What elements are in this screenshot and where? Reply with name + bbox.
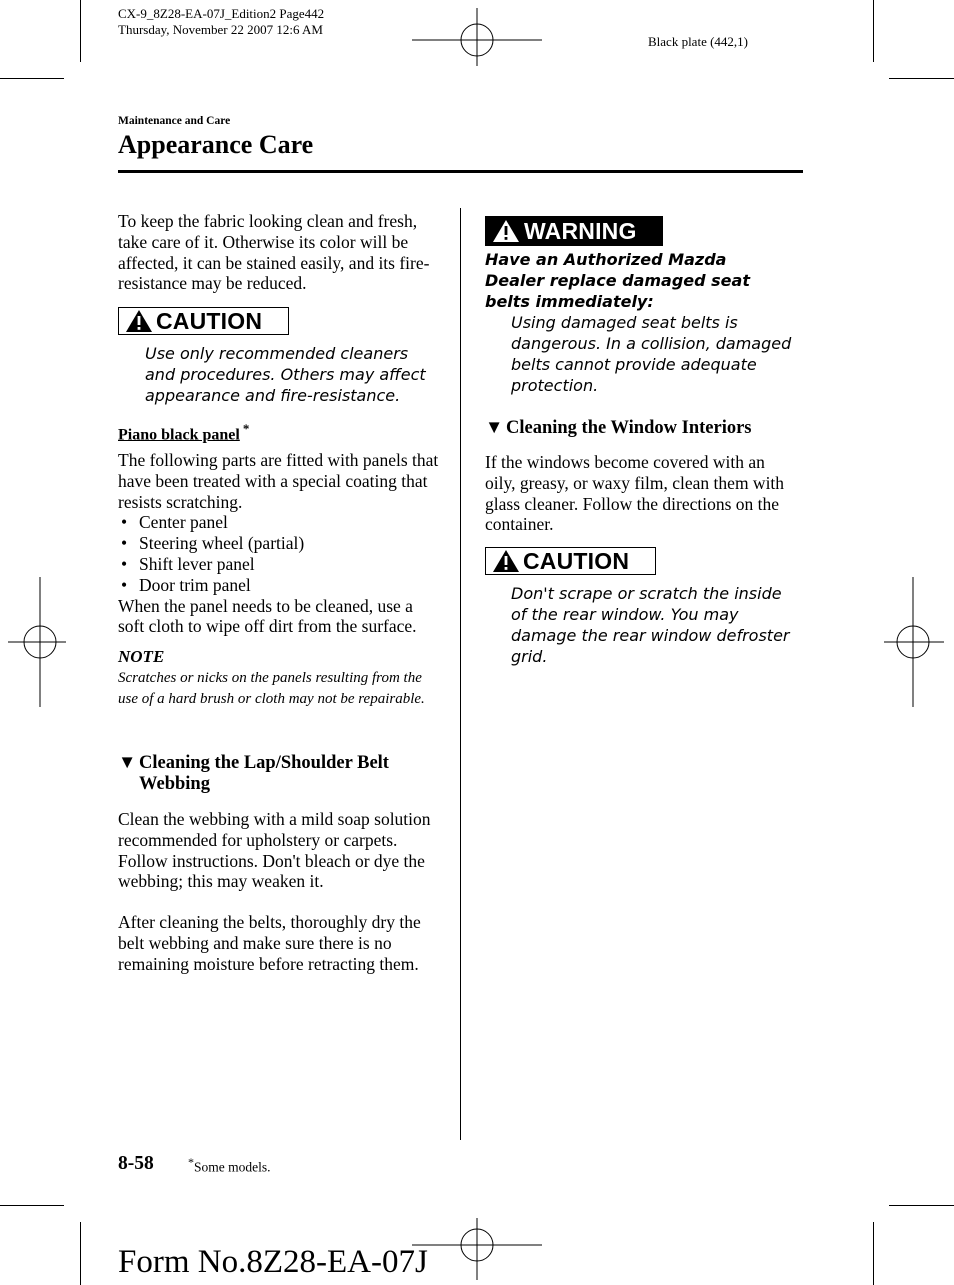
footnote-text: Some models. [194, 1159, 271, 1175]
note-label: NOTE [118, 647, 165, 666]
print-slug [118, 6, 324, 38]
caution-badge-1 [118, 307, 289, 335]
piano-text: The following parts are fitted with panels that have been treated with a special coating that resists scratching. [118, 450, 439, 512]
triangle-down-icon: ▼ [118, 753, 137, 773]
belt-heading-block [118, 753, 438, 795]
piano-heading [118, 421, 249, 444]
registration-mark-bottom [412, 1218, 542, 1280]
plate-label: Black plate (442,1) [648, 34, 748, 49]
belt-paragraph-1: Clean the webbing with a mild soap solution recommended for upholstery or carpets. Follow instructions. Don't bleach or dye the webbing; this may weaken it. [118, 809, 431, 892]
intro-paragraph: To keep the fabric looking clean and fresh, take care of it. Otherwise its color will be affected, it can be stained easily, and its fire-resistance may be reduced. [118, 211, 430, 294]
caution-label-2: CAUTION [523, 547, 630, 574]
warning-triangle-icon [492, 219, 520, 243]
note-text: Scratches or nicks on the panels resulting from the use of a hard brush or cloth may not be repairable. [118, 670, 425, 707]
column-divider [460, 208, 461, 1140]
warning-text: Using damaged seat belts is dangerous. In a collision, damaged belts cannot provide adequate protection. [511, 313, 792, 395]
list-item: • Door trim panel [118, 575, 443, 596]
title-rule [118, 170, 803, 173]
caution-text-2: Don't scrape or scratch the inside of the rear window. You may damage the rear window defroster grid. [511, 584, 790, 666]
registration-mark-top [412, 8, 542, 66]
footnote-star: * [188, 1155, 194, 1169]
warning-bold: Have an Authorized Mazda Dealer replace damaged seat belts immediately: [485, 250, 750, 311]
caution-label-1: CAUTION [156, 307, 263, 334]
warning-label: WARNING [524, 217, 637, 244]
belt-heading: Cleaning the Lap/Shoulder Belt Webbing [139, 753, 389, 794]
warning-badge [485, 216, 663, 246]
registration-mark-left [8, 577, 66, 707]
piano-list [118, 512, 443, 595]
belt-paragraph-2: After cleaning the belts, thoroughly dry the belt webbing and make sure there is no remaining moisture before retracting them. [118, 912, 421, 974]
piano-after: When the panel needs to be cleaned, use a soft cloth to wipe off dirt from the surface. [118, 595, 417, 637]
footnote [188, 1155, 271, 1176]
piano-body [118, 450, 443, 637]
caution-badge-2 [485, 547, 656, 575]
piano-title: Piano black panel [118, 426, 240, 444]
window-paragraph: If the windows become covered with an oily, greasy, or waxy film, clean them with glass cleaner. Follow the directions on the container. [485, 452, 785, 535]
window-heading-block [485, 418, 795, 439]
section-label: Maintenance and Care [118, 115, 231, 127]
page-number: 8-58 [118, 1153, 154, 1174]
slug-date: Thursday, November 22 2007 12:6 AM [118, 22, 323, 37]
caution-text-1: Use only recommended cleaners and procedures. Others may affect appearance and fire-resistance. [145, 344, 426, 405]
list-item: • Center panel [118, 512, 443, 533]
list-item: • Shift lever panel [118, 554, 443, 575]
slug-file: CX-9_8Z28-EA-07J_Edition2 Page442 [118, 6, 325, 21]
list-item: • Steering wheel (partial) [118, 533, 443, 554]
warning-triangle-icon [125, 309, 153, 333]
page-title: Appearance Care [118, 130, 314, 159]
form-number: Form No.8Z28-EA-07J [118, 1244, 428, 1280]
registration-mark-right [884, 577, 944, 707]
warning-triangle-icon [492, 549, 520, 573]
piano-star: * [242, 421, 250, 436]
window-heading: Cleaning the Window Interiors [506, 418, 752, 438]
triangle-down-icon: ▼ [485, 418, 504, 438]
